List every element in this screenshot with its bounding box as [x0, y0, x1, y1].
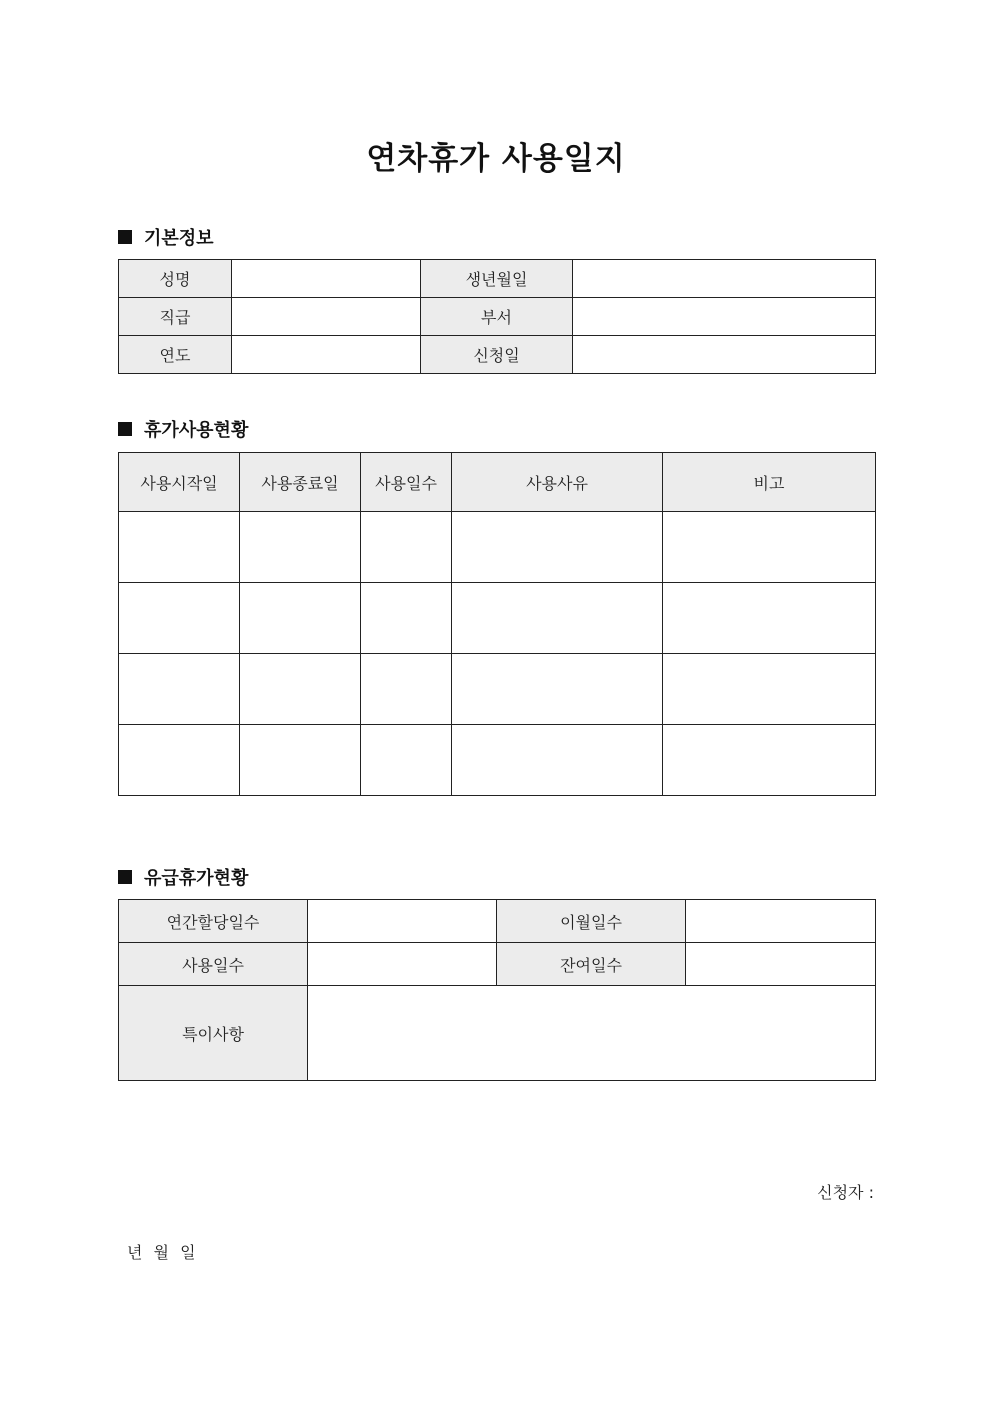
- section-heading-basic: [118, 224, 214, 250]
- days-used-cell[interactable]: [361, 512, 452, 583]
- applicant-signature-line: 신청자 :: [817, 1183, 874, 1202]
- position-label: 직급: [119, 298, 232, 336]
- reason-cell[interactable]: [452, 654, 663, 725]
- remarks-cell[interactable]: [663, 654, 876, 725]
- table-row: [119, 900, 876, 943]
- square-bullet-icon: [118, 230, 132, 244]
- reason-cell[interactable]: [452, 725, 663, 796]
- application-date-field[interactable]: [573, 336, 876, 374]
- start-date-cell[interactable]: [119, 512, 240, 583]
- column-header-end-date: 사용종료일: [240, 453, 361, 512]
- position-field[interactable]: [232, 298, 421, 336]
- square-bullet-icon: [118, 870, 132, 884]
- days-used-cell[interactable]: [361, 725, 452, 796]
- paid-leave-table: [118, 899, 876, 1081]
- column-header-days-used: 사용일수: [361, 453, 452, 512]
- column-header-remarks: 비고: [663, 453, 876, 512]
- table-row: [119, 260, 876, 298]
- carryover-days-field[interactable]: [686, 900, 876, 943]
- remarks-cell[interactable]: [663, 583, 876, 654]
- department-label: 부서: [421, 298, 573, 336]
- application-date-label: 신청일: [421, 336, 573, 374]
- table-header-row: [119, 453, 876, 512]
- days-used-field[interactable]: [308, 943, 497, 986]
- remarks-cell[interactable]: [663, 512, 876, 583]
- basic-info-table: [118, 259, 876, 374]
- days-used-cell[interactable]: [361, 654, 452, 725]
- end-date-cell[interactable]: [240, 725, 361, 796]
- section-title: 휴가사용현황: [144, 420, 249, 441]
- section-title: 기본정보: [144, 228, 214, 249]
- table-row: [119, 336, 876, 374]
- leave-usage-table: [118, 452, 876, 796]
- annual-allocation-label: 연간할당일수: [119, 900, 308, 943]
- name-field[interactable]: [232, 260, 421, 298]
- end-date-cell[interactable]: [240, 583, 361, 654]
- table-row: [119, 654, 876, 725]
- year-field[interactable]: [232, 336, 421, 374]
- birthdate-field[interactable]: [573, 260, 876, 298]
- table-row: [119, 943, 876, 986]
- remarks-cell[interactable]: [663, 725, 876, 796]
- remaining-days-field[interactable]: [686, 943, 876, 986]
- name-label: 성명: [119, 260, 232, 298]
- special-notes-field[interactable]: [308, 986, 876, 1081]
- end-date-cell[interactable]: [240, 512, 361, 583]
- carryover-days-label: 이월일수: [497, 900, 686, 943]
- start-date-cell[interactable]: [119, 654, 240, 725]
- days-used-cell[interactable]: [361, 583, 452, 654]
- days-used-label: 사용일수: [119, 943, 308, 986]
- end-date-cell[interactable]: [240, 654, 361, 725]
- year-label: 연도: [119, 336, 232, 374]
- special-notes-label: 특이사항: [119, 986, 308, 1081]
- section-title: 유급휴가현황: [144, 868, 249, 889]
- column-header-start-date: 사용시작일: [119, 453, 240, 512]
- remaining-days-label: 잔여일수: [497, 943, 686, 986]
- annual-allocation-field[interactable]: [308, 900, 497, 943]
- table-row: [119, 583, 876, 654]
- birthdate-label: 생년월일: [421, 260, 573, 298]
- document-title: 연차휴가 사용일지: [366, 141, 626, 177]
- reason-cell[interactable]: [452, 512, 663, 583]
- start-date-cell[interactable]: [119, 725, 240, 796]
- square-bullet-icon: [118, 422, 132, 436]
- table-row: [119, 298, 876, 336]
- date-line: 년 월 일: [127, 1243, 196, 1262]
- department-field[interactable]: [573, 298, 876, 336]
- reason-cell[interactable]: [452, 583, 663, 654]
- table-row: [119, 725, 876, 796]
- start-date-cell[interactable]: [119, 583, 240, 654]
- column-header-reason: 사용사유: [452, 453, 663, 512]
- section-heading-paid-leave: [118, 864, 248, 890]
- table-row: [119, 986, 876, 1081]
- section-heading-usage: [118, 416, 248, 442]
- table-row: [119, 512, 876, 583]
